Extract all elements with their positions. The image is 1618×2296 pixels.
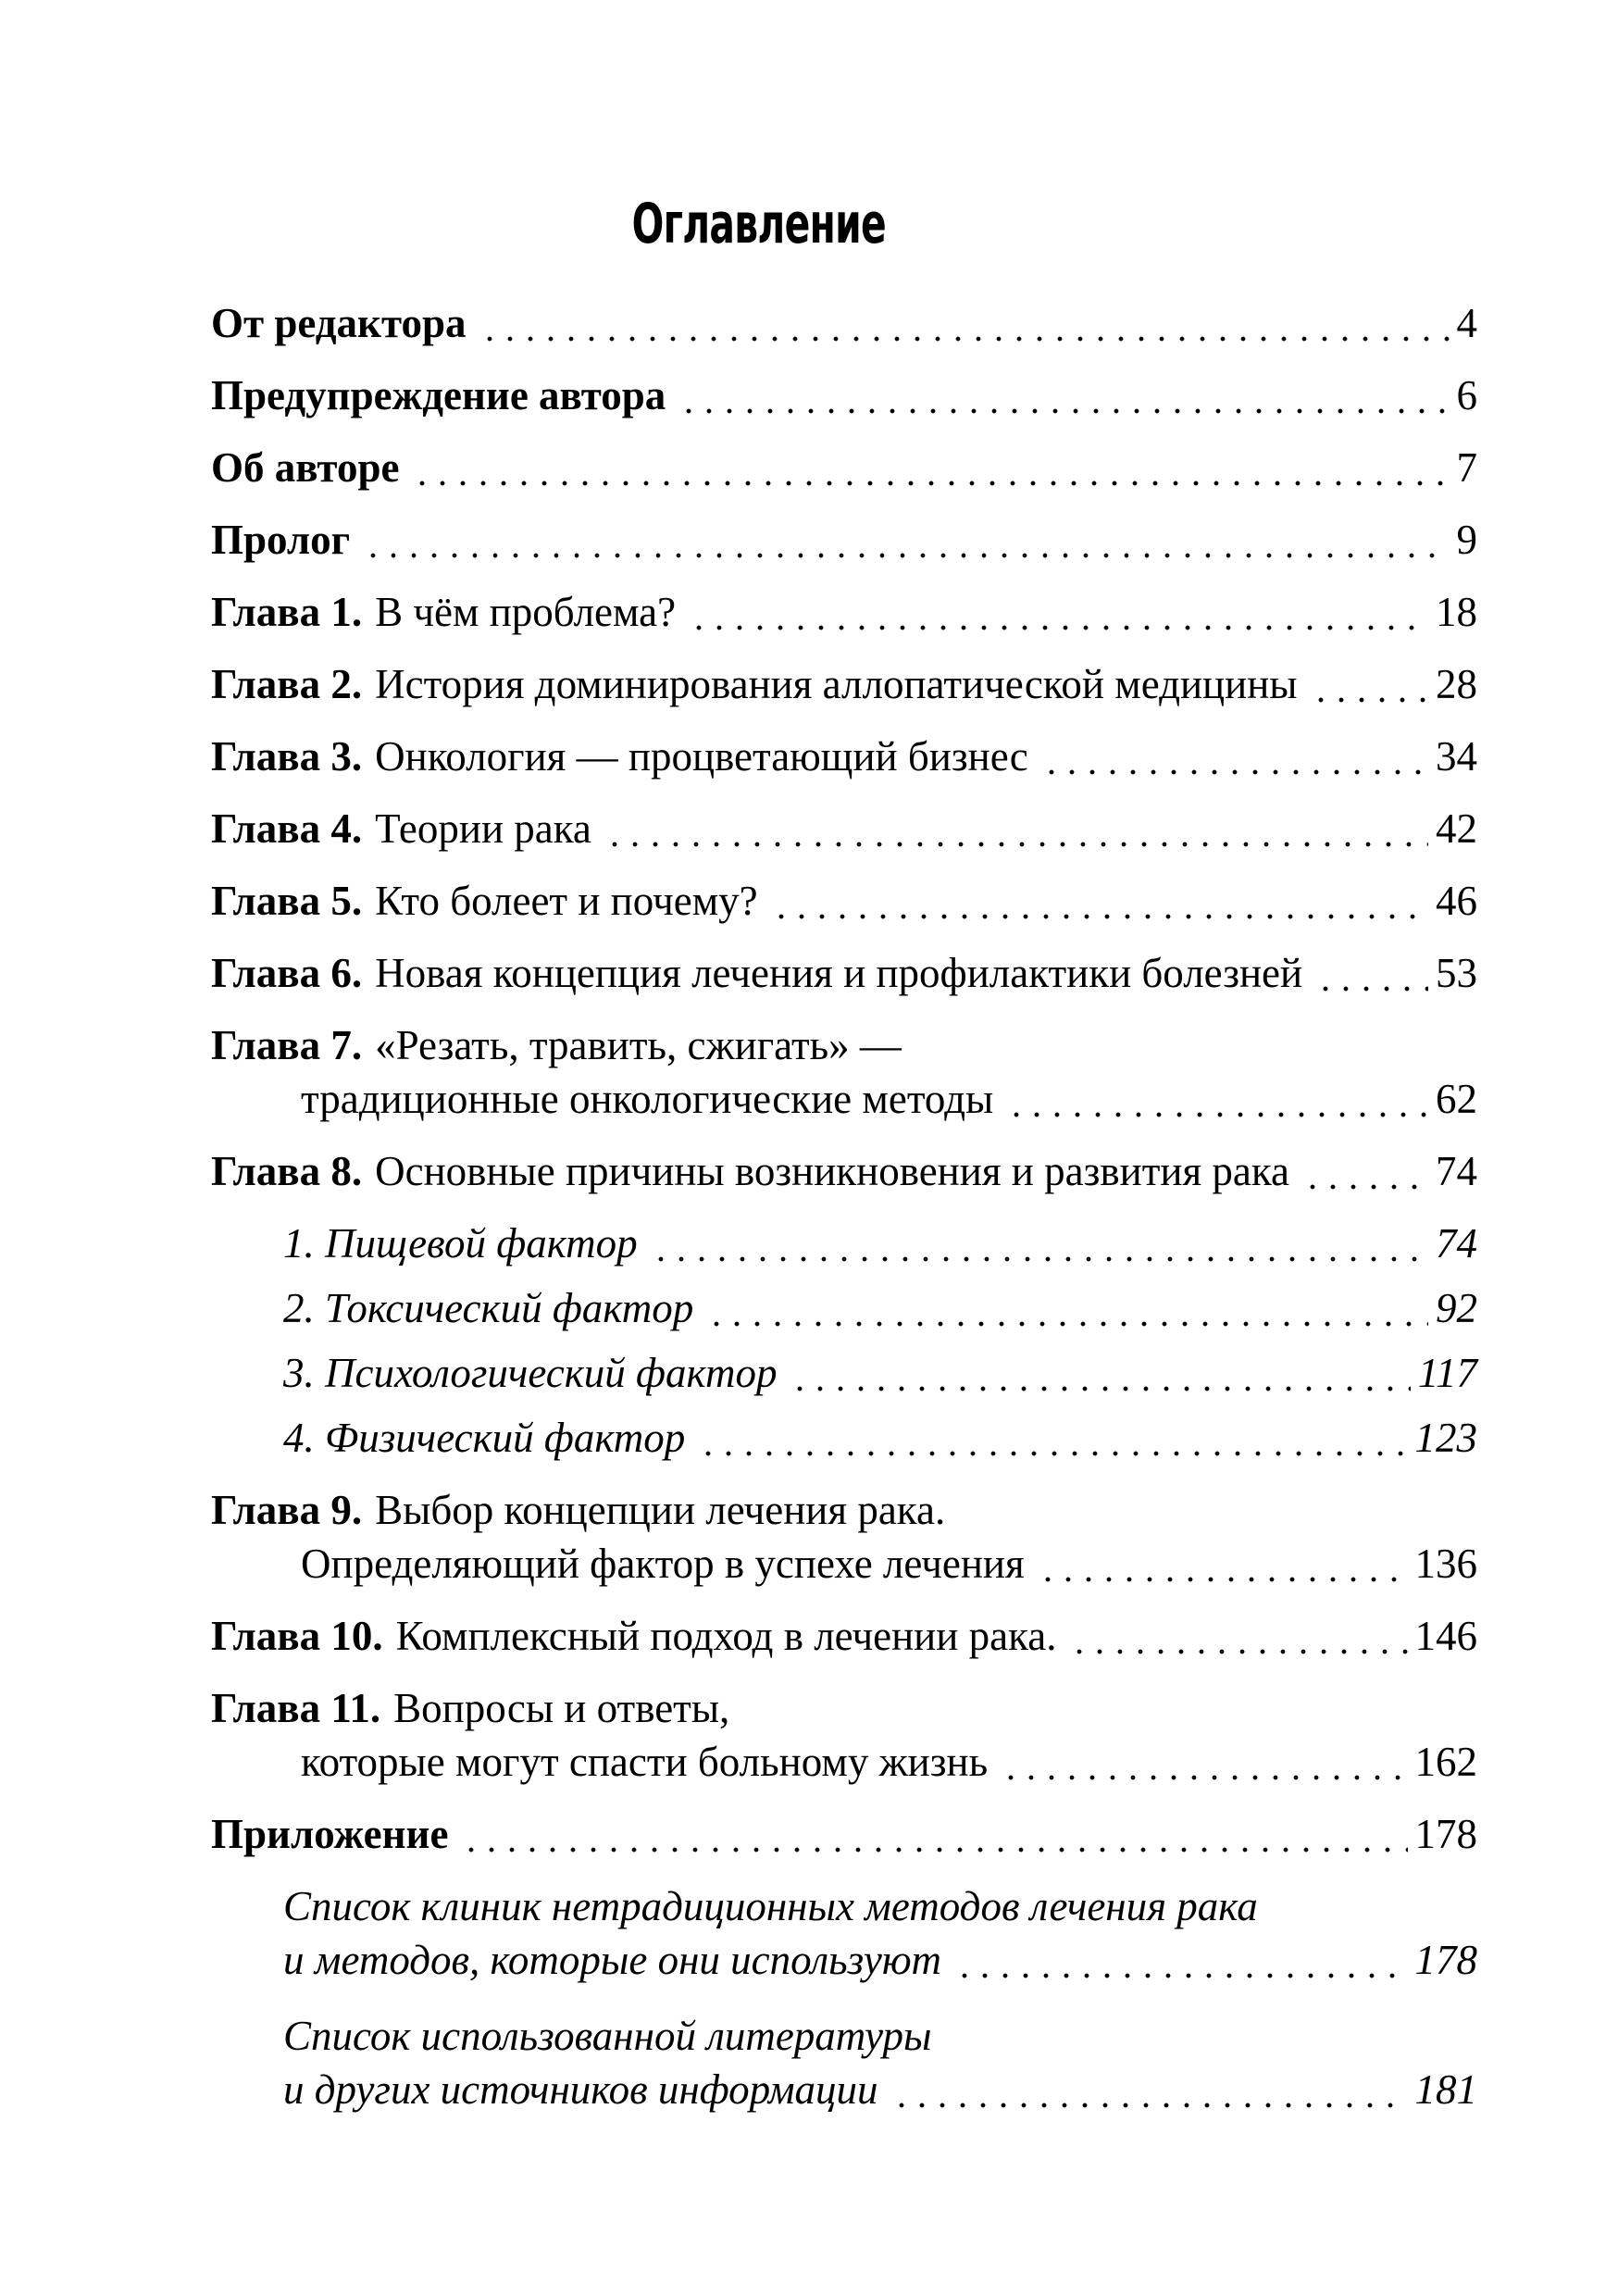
toc-row: [211, 1735, 1477, 1789]
chapter-number: Глава 10.: [211, 1613, 383, 1659]
toc-row: [211, 1681, 1477, 1735]
toc-row: [211, 513, 1477, 567]
chapter-title: Теории рака: [375, 805, 591, 852]
page-number: 162: [1414, 1739, 1477, 1785]
dot-leader: [412, 480, 1449, 486]
page-number: 6: [1456, 372, 1477, 418]
dot-leader: [1006, 1112, 1428, 1117]
page-number: 34: [1436, 733, 1477, 780]
toc-row: [211, 1609, 1477, 1663]
chapter-title: Выбор концепции лечения рака.: [375, 1487, 946, 1533]
page-number: 18: [1436, 589, 1477, 635]
appendix-item-line1: Список использованной литературы: [283, 2013, 932, 2059]
dot-leader: [651, 1256, 1428, 1262]
dot-leader: [1302, 1184, 1428, 1190]
page-number: 146: [1414, 1613, 1477, 1659]
chapter-number: Глава 4.: [211, 805, 363, 852]
toc-row: [211, 1346, 1477, 1400]
toc-row: [211, 1933, 1477, 1987]
toc-row: [211, 1879, 1477, 1933]
chapter-number: Глава 3.: [211, 733, 363, 780]
page-number: 123: [1414, 1415, 1477, 1461]
chapter-title: История доминирования аллопатической медицины: [375, 661, 1298, 707]
chapter-number: Глава 7.: [211, 1022, 363, 1068]
chapter-title: В чём проблема?: [375, 589, 677, 635]
toc-row: [211, 441, 1477, 494]
dot-leader: [771, 914, 1428, 919]
toc-row: [211, 1144, 1477, 1198]
section-label: Об авторе: [211, 444, 400, 491]
page-number: 42: [1436, 805, 1477, 852]
page-number: 178: [1414, 1811, 1477, 1857]
toc-list: [211, 296, 1477, 2116]
chapter-title: Новая концепция лечения и профилактики болезней: [375, 950, 1303, 996]
dot-leader: [790, 1386, 1410, 1391]
dot-leader: [1315, 986, 1428, 992]
chapter-title-continued: Определяющий фактор в успехе лечения: [301, 1541, 1025, 1587]
page-number: 181: [1414, 2066, 1477, 2113]
dot-leader: [678, 408, 1449, 414]
page-number: 74: [1436, 1220, 1477, 1267]
toc-row: [211, 2009, 1477, 2063]
toc-row: [211, 946, 1477, 1000]
toc-row: [211, 802, 1477, 855]
section-label: Предупреждение автора: [211, 372, 666, 418]
page-number: 53: [1436, 950, 1477, 996]
page-number: 74: [1436, 1148, 1477, 1194]
toc-row: [211, 1411, 1477, 1465]
toc-row: [211, 296, 1477, 350]
appendix-item-line2: и методов, которые они используют: [283, 1937, 942, 1983]
toc-row: [211, 657, 1477, 711]
dot-leader: [479, 336, 1450, 342]
subsection-label: 1. Пищевой фактор: [283, 1220, 638, 1267]
appendix-item-line1: Список клиник нетрадиционных методов лечения рака: [283, 1883, 1258, 1929]
toc-row: [211, 368, 1477, 422]
dot-leader: [461, 1847, 1407, 1853]
page-number: 178: [1414, 1937, 1477, 1983]
chapter-number: Глава 2.: [211, 661, 363, 707]
dot-leader: [1041, 769, 1428, 775]
toc-row: [211, 1807, 1477, 1861]
toc-row: [211, 1483, 1477, 1537]
dot-leader: [1311, 697, 1428, 703]
dot-leader: [363, 553, 1449, 558]
chapter-title-continued: традиционные онкологические методы: [301, 1076, 994, 1122]
title-block: [126, 0, 1392, 254]
page-number: 4: [1456, 300, 1477, 346]
page-number: 7: [1456, 444, 1477, 491]
subsection-label: 4. Физический фактор: [283, 1415, 686, 1461]
toc-row: [211, 1072, 1477, 1126]
subsection-label: 2. Токсический фактор: [283, 1285, 694, 1331]
toc-row: [211, 1217, 1477, 1270]
page-number: 62: [1436, 1076, 1477, 1122]
chapter-number: Глава 6.: [211, 950, 363, 996]
subsection-label: 3. Психологический фактор: [283, 1350, 778, 1396]
chapter-title: «Резать, травить, сжигать» —: [375, 1022, 902, 1068]
chapter-number: Глава 1.: [211, 589, 363, 635]
dot-leader: [1038, 1577, 1408, 1582]
dot-leader: [954, 1973, 1407, 1978]
page-number: 9: [1456, 517, 1477, 563]
chapter-title: Кто болеет и почему?: [375, 878, 758, 924]
page-number: 136: [1414, 1541, 1477, 1587]
dot-leader: [1069, 1649, 1407, 1654]
page-number: 92: [1436, 1285, 1477, 1331]
chapter-title-continued: которые могут спасти больному жизнь: [301, 1739, 989, 1785]
chapter-number: Глава 5.: [211, 878, 363, 924]
page-number: 28: [1436, 661, 1477, 707]
dot-leader: [706, 1321, 1428, 1327]
page-title: Оглавление: [631, 192, 887, 256]
page-number: 46: [1436, 878, 1477, 924]
dot-leader: [689, 625, 1428, 630]
page-number: 117: [1417, 1350, 1477, 1396]
section-label: От редактора: [211, 300, 467, 346]
chapter-number: Глава 9.: [211, 1487, 363, 1533]
toc-row: [211, 1018, 1477, 1072]
chapter-title: Комплексный подход в лечении рака.: [395, 1613, 1057, 1659]
toc-row: [211, 730, 1477, 783]
toc-row: [211, 874, 1477, 928]
chapter-title: Онкология — процветающий бизнес: [375, 733, 1028, 780]
toc-row: [211, 1281, 1477, 1335]
dot-leader: [698, 1451, 1407, 1456]
appendix-item-line2: и других источников информации: [283, 2066, 878, 2113]
chapter-number: Глава 8.: [211, 1148, 363, 1194]
chapter-title: Основные причины возникновения и развития рака: [375, 1148, 1290, 1194]
dot-leader: [891, 2103, 1408, 2108]
dot-leader: [1001, 1775, 1407, 1780]
dot-leader: [604, 842, 1428, 847]
chapter-title: Вопросы и ответы,: [393, 1685, 730, 1731]
toc-row: [211, 585, 1477, 639]
chapter-number: Глава 11.: [211, 1685, 381, 1731]
section-label: Приложение: [211, 1811, 449, 1857]
section-label: Пролог: [211, 517, 351, 563]
toc-row: [211, 2063, 1477, 2116]
toc-row: [211, 1537, 1477, 1591]
